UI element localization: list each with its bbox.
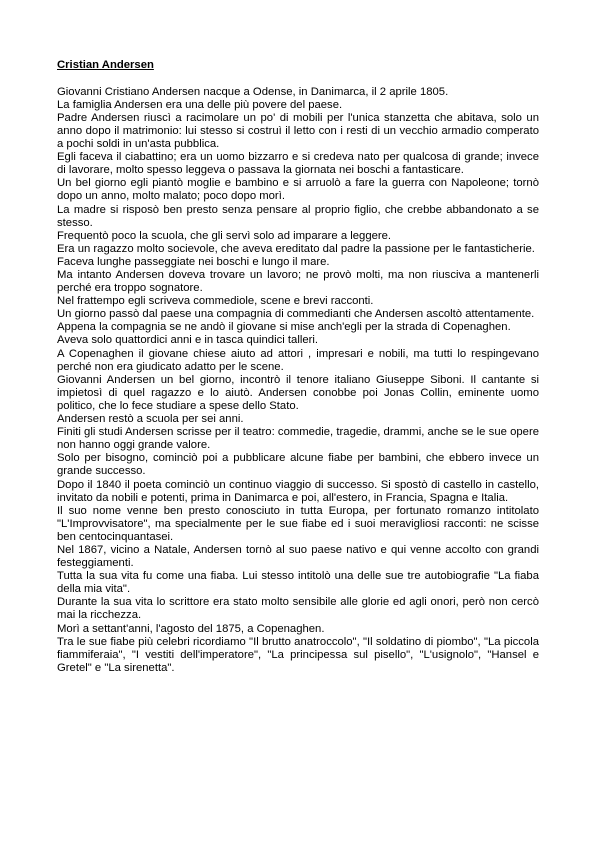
paragraph: Giovanni Cristiano Andersen nacque a Odense, in Danimarca, il 2 aprile 1805. (57, 85, 449, 98)
paragraph: Solo per bisogno, cominciò poi a pubblicare alcune fiabe per bambini, che ebbero invece un grande successo. (57, 452, 539, 478)
paragraph: Il suo nome venne ben presto conosciuto in tutta Europa, per fortunato romanzo intitolato "L'Improvvisatore", ma specialmente per le sue fiabe ed i suoi meravigliosi racconti: ne scisse ben centocinquantasei. (57, 504, 539, 543)
paragraph: La famiglia Andersen era una delle più povere del paese. (57, 98, 343, 111)
paragraph: Nel frattempo egli scriveva commediole, scene e brevi racconti. (57, 295, 374, 308)
paragraph: Giovanni Andersen un bel giorno, incontrò il tenore italiano Giuseppe Siboni. Il cantante si impietosì di quel ragazzo e lo aiutò. Andersen conobbe poi Jonas Collin, eminente uomo politico, che lo fece studiare a spese dello Stato. (57, 373, 539, 412)
paragraph: Egli faceva il ciabattino; era un uomo bizzarro e si credeva nato per qualcosa di grande; invece di lavorare, molto spesso leggeva o passava la giornata nei boschi a fantasticare. (57, 151, 539, 177)
paragraph: Era un ragazzo molto socievole, che aveva ereditato dal padre la passione per le fantasticherie. (57, 242, 535, 255)
document-title: Cristian Andersen (57, 59, 154, 71)
document-body (57, 59, 539, 675)
paragraph: Ma intanto Andersen doveva trovare un lavoro; ne provò molti, ma non riusciva a mantenerli perché era troppo sognatore. (57, 269, 539, 295)
paragraph: Finiti gli studi Andersen scrisse per il teatro: commedie, tragedie, drammi, anche se le sue opere non hanno oggi grande valore. (57, 426, 539, 452)
paragraph: Un giorno passò dal paese una compagnia di commedianti che Andersen ascoltò attentamente. (57, 308, 535, 321)
paragraph: Un bel giorno egli piantò moglie e bambino e si arruolò a fare la guerra con Napoleone; tornò dopo un anno, molto malato; poco dopo morì. (57, 177, 539, 203)
paragraph: Andersen restò a scuola per sei anni. (57, 413, 244, 426)
paragraph: Morì a settant'anni, l'agosto del 1875, a Copenaghen. (57, 622, 325, 635)
paragraph: Tra le sue fiabe più celebri ricordiamo "Il brutto anatroccolo", "Il soldatino di piombo", "La piccola fiammiferaia", "I vestiti dell'imperatore", "La principessa sul pisello", "L'usignolo", "Hansel e Gretel" e "La sirenetta". (57, 635, 539, 674)
paragraph: Frequentò poco la scuola, che gli servì solo ad imparare a leggere. (57, 229, 392, 242)
paragraph: A Copenaghen il giovane chiese aiuto ad attori , impresari e nobili, ma tutti lo respingevano perché non era giudicato adatto per le scene. (57, 347, 539, 373)
paragraph: Tutta la sua vita fu come una fiaba. Lui stesso intitolò una delle sue tre autobiografie "La fiaba della mia vita". (57, 570, 539, 596)
paragraph: Dopo il 1840 il poeta cominciò un continuo viaggio di successo. Si spostò di castello in castello, invitato da nobili e potenti, prima in Danimarca e poi, all'estero, in Francia, Spagna e Italia. (57, 478, 539, 504)
paragraph: La madre si risposò ben presto senza pensare al proprio figlio, che crebbe abbandonato a se stesso. (57, 203, 539, 229)
paragraph: Nel 1867, vicino a Natale, Andersen tornò al suo paese nativo e qui venne accolto con grandi festeggiamenti. (57, 543, 539, 570)
paragraph: Faceva lunghe passeggiate nei boschi e lungo il mare. (57, 255, 330, 268)
paragraph: Durante la sua vita lo scrittore era stato molto sensibile alle glorie ed agli onori, però non cercò mai la ricchezza. (57, 596, 539, 622)
paragraph: Aveva solo quattordici anni e in tasca quindici talleri. (57, 334, 319, 347)
paragraph: Padre Andersen riuscì a racimolare un po' di mobili per l'unica stanzetta che abitava, solo un anno dopo il matrimonio: lui stesso si costruì il letto con i resti di un vecchio armadio comperato a pochi soldi in un'asta pubblica. (57, 111, 539, 151)
paragraph: Appena la compagnia se ne andò il giovane si mise anch'egli per la strada di Copenaghen. (57, 321, 511, 334)
